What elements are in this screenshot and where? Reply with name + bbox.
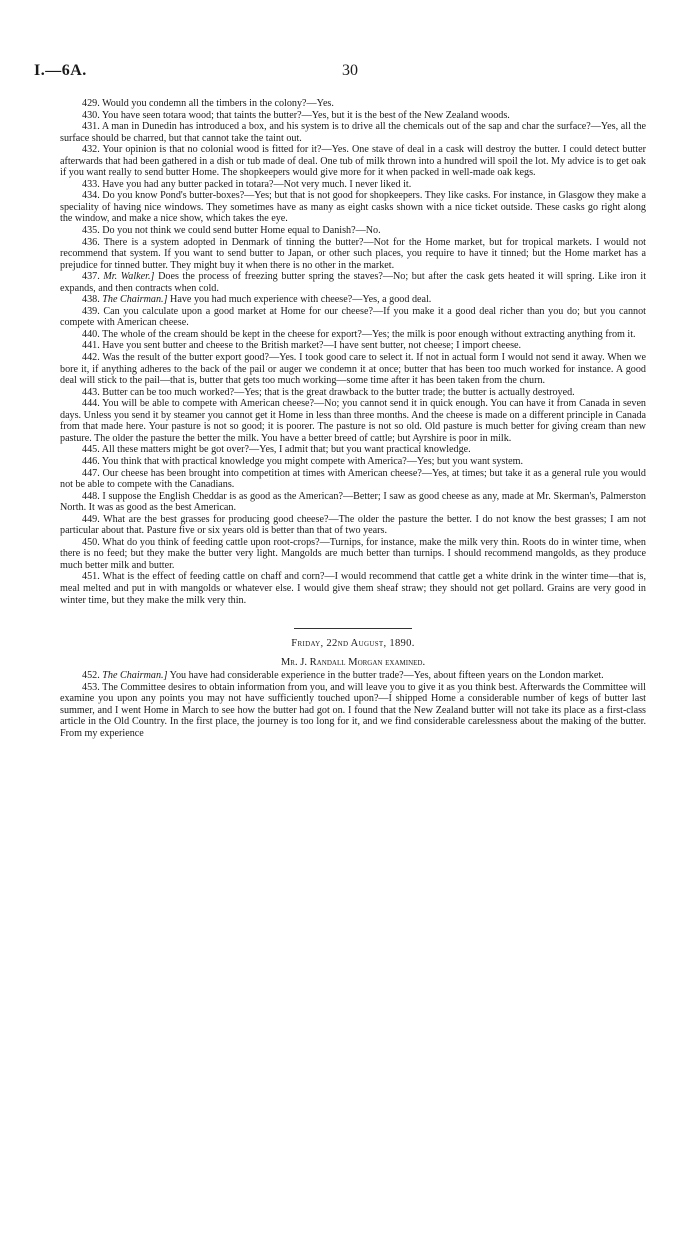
testimony-paragraph — [60, 468, 646, 491]
paragraph-text: 432. Your opinion is that no colonial wood is fitted for it?—Yes. One stave of deal in a cask will destroy the butter. I could detect butter afterwards that had been gathered in a dish or tub made of deal. One tub of milk thrown into a hundred will spoil the lot. My advice is to get oak if you want really to send butter Home. The shopkeepers would give more for it when packed in well-made oak kegs. — [60, 144, 646, 179]
paragraph-text: 450. What do you think of feeding cattle upon root-crops?—Turnips, for instance, make the milk very thin. Roots do in winter time, when there is no feed; but they make the butter very light. Mangolds are much better than turnips. I should recommend mangolds, as they produce much better milk and butter. — [60, 536, 646, 571]
paragraph-text: 433. Have you had any butter packed in totara?—Not very much. I never liked it. — [82, 178, 412, 190]
question-number: 437. — [82, 271, 100, 283]
testimony-paragraph — [60, 144, 646, 179]
testimony-paragraph — [60, 682, 646, 740]
paragraph-text: 453. The Committee desires to obtain information from you, and will leave you to give it as you think best. Afterwards the Committee will examine you upon any points you may not have sufficiently touched upon?—I shipped Home a considerable number of kegs of butter last summer, and I went Home in March to see how the butter had got on. I found that the New Zealand butter will not take its place as a first-class article in the Old Country. In the first place, the journey is too long for it, and we find considerable carelessness about the making of the butter. From my experience — [60, 681, 646, 739]
paragraph-text: 451. What is the effect of feeding cattle on chaff and corn?—I would recommend that cattle get a white drink in the winter time—that is, meal melted and put in with mangolds or whatever else. I would give them sheaf straw; they should not get pollard. Grains are very good in winter time, but they make the milk very thin. — [60, 571, 646, 606]
paragraph-text: 448. I suppose the English Cheddar is as good as the American?—Better; I saw as good cheese as any, made at Mr. Skerman's, Palmerston North. It was as good as the best American. — [60, 490, 646, 514]
testimony-paragraph — [60, 271, 646, 294]
testimony-paragraph — [60, 110, 646, 122]
testimony-paragraph — [60, 190, 646, 225]
speaker-name: The Chairman.] — [102, 670, 168, 682]
speaker-name: Mr. Walker.] — [103, 271, 155, 283]
paragraph-text: You have had considerable experience in the butter trade?—Yes, about fifteen years on the London market. — [167, 670, 604, 682]
question-number: 438. — [82, 294, 100, 306]
testimony-paragraph — [60, 456, 646, 468]
question-number: 452. — [82, 670, 100, 682]
paragraph-text: 431. A man in Dunedin has introduced a box, and his system is to drive all the chemicals out of the sap and char the surface?—Yes, all the surface should be charred, but that cannot take the taint out. — [60, 121, 646, 144]
testimony-paragraph — [60, 225, 646, 237]
testimony-paragraph — [60, 352, 646, 387]
paragraph-text: 440. The whole of the cream should be kept in the cheese for export?—Yes; the milk is poor enough without extracting anything from it. — [82, 328, 636, 340]
testimony-paragraph — [60, 491, 646, 514]
testimony-section-1 — [60, 98, 646, 606]
section-divider — [294, 628, 412, 629]
testimony-paragraph — [60, 121, 646, 144]
testimony-paragraph — [60, 444, 646, 456]
testimony-paragraph — [60, 514, 646, 537]
paragraph-text: Does the process of freezing butter spring the staves?—No; but after the cask gets heated it will spring. Like iron it expands, and then contracts when cold. — [60, 271, 647, 294]
paragraph-text: 447. Our cheese has been brought into competition at times with American cheese?—Yes, at times; but take it as a general rule you would not be able to compete with the Canadians. — [60, 467, 646, 491]
paragraph-text: 429. Would you condemn all the timbers in the colony?—Yes. — [82, 98, 334, 109]
testimony-paragraph — [60, 571, 646, 606]
testimony-paragraph — [60, 537, 646, 572]
paragraph-text: 439. Can you calculate upon a good market at Home for our cheese?—If you make it a good deal richer than you do; but you cannot compete with American cheese. — [60, 305, 646, 329]
paragraph-text: 436. There is a system adopted in Denmark of tinning the butter?—Not for the Home market, but for tropical markets. I would not recommend that system. If you want to send butter to Japan, or other such places, you require to have it tinned; but the Home market has a prejudice for tinned butter. They might buy it when there is no other in the market. — [60, 236, 646, 271]
paragraph-text: 442. Was the result of the butter export good?—Yes. I took good care to select it. If not in actual form I would not send it away. When we bore it, if anything adheres to the back of the pail or auger we condemn it at once; butter that has been too much worked for instance. A good deal will stick to the pail—that is, butter that gets too much working—some time after it has been taken from the churn. — [60, 352, 646, 387]
testimony-paragraph — [60, 98, 646, 110]
page-header — [34, 62, 666, 84]
paragraph-text: 449. What are the best grasses for producing good cheese?—The older the pasture the better. I do not know the best grasses; I am not particular about that. Pasture five or six years old is better than that of two years. — [60, 513, 646, 537]
testimony-paragraph — [60, 670, 646, 682]
page-number: 30 — [342, 62, 358, 79]
testimony-paragraph — [60, 237, 646, 272]
witness-heading: Mr. J. Randall Morgan examined. — [280, 656, 426, 668]
speaker-name: The Chairman.] — [102, 294, 168, 306]
testimony-paragraph — [60, 306, 646, 329]
testimony-paragraph — [60, 294, 646, 306]
testimony-paragraph — [60, 329, 646, 341]
paragraph-text: Have you had much experience with cheese?—Yes, a good deal. — [167, 294, 432, 306]
paragraph-text: 444. You will be able to compete with American cheese?—No; you cannot send it in quick enough. You can have it from Canada in seven days. Unless you send it by steamer you cannot get it Home in less than three months. And the cheese is made on a different principle in Canada from that made here. Your pasture is not so good; it is poorer. The pasture is not so old. Old pasture is much better for giving cream than new pasture. The older the pasture the better the milk. You have a better breed of cattle; but Ayrshire is poor in milk. — [60, 398, 646, 444]
paragraph-text: 441. Have you sent butter and cheese to the British market?—I have sent butter, not cheese; I import cheese. — [82, 340, 522, 352]
document-reference: I.—6A. — [34, 62, 87, 79]
testimony-paragraph — [60, 179, 646, 191]
page-body — [60, 98, 646, 739]
paragraph-text: 435. Do you not think we could send butter Home equal to Danish?—No. — [82, 225, 381, 237]
paragraph-text: 446. You think that with practical knowledge you might compete with America?—Yes; but you want system. — [82, 455, 524, 467]
paragraph-text: 443. Butter can be too much worked?—Yes; that is the great drawback to the butter trade; the butter is actually destroyed. — [82, 386, 575, 398]
session-date: Friday, 22nd August, 1890. — [291, 638, 415, 650]
paragraph-text: 430. You have seen totara wood; that taints the butter?—Yes, but it is the best of the New Zealand woods. — [82, 109, 510, 121]
paragraph-text: 434. Do you know Pond's butter-boxes?—Yes; but that is not good for shopkeepers. They like casks. For instance, in Glasgow they make a speciality of having nice windows. They sometimes have as many as eight casks shown with a nice ticket outside. These casks go right along the window, and make a nice show, which takes the eye. — [60, 190, 646, 225]
testimony-paragraph — [60, 398, 646, 444]
testimony-paragraph — [60, 387, 646, 399]
testimony-section-2 — [60, 670, 646, 739]
paragraph-text: 445. All these matters might be got over?—Yes, I admit that; but you want practical knowledge. — [82, 444, 471, 456]
testimony-paragraph — [60, 340, 646, 352]
